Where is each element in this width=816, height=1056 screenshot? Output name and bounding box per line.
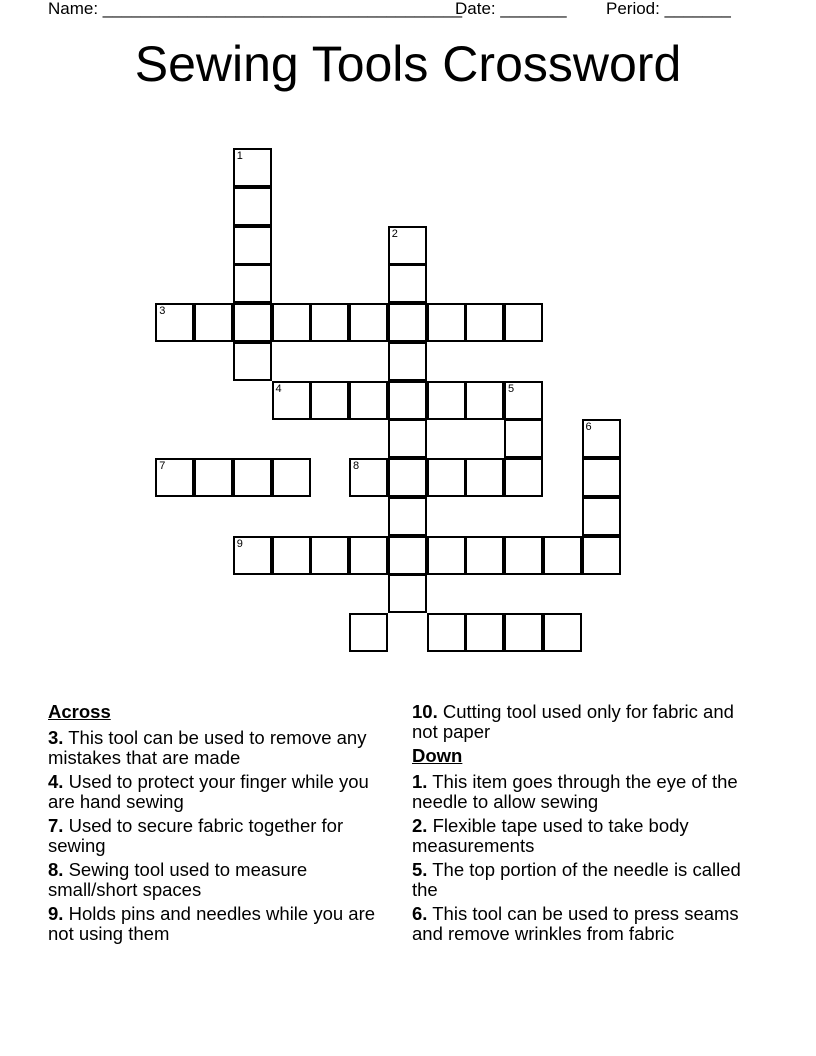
- clue-number: 2: [391, 227, 398, 240]
- clue-number: 9: [236, 537, 243, 550]
- page-title: Sewing Tools Crossword: [134, 36, 682, 92]
- down-clue: 5. The top portion of the needle is called the: [412, 859, 741, 900]
- grid-cell[interactable]: [155, 458, 194, 497]
- clues-left-column: [48, 702, 388, 948]
- grid-cell[interactable]: [388, 458, 427, 497]
- grid-cell[interactable]: [388, 226, 427, 265]
- grid-cell[interactable]: [155, 303, 194, 342]
- grid-cell[interactable]: [465, 536, 504, 575]
- grid-cell[interactable]: [272, 458, 311, 497]
- grid-cell[interactable]: [427, 613, 466, 652]
- grid-cell[interactable]: [388, 419, 427, 458]
- down-clue: 1. This item goes through the eye of the needle to allow sewing: [412, 771, 738, 812]
- grid-cell[interactable]: [388, 264, 427, 303]
- grid-cell[interactable]: [504, 303, 543, 342]
- grid-cell[interactable]: [504, 381, 543, 420]
- grid-cell[interactable]: [233, 342, 272, 381]
- grid-cell[interactable]: [349, 613, 388, 652]
- grid-cell[interactable]: [388, 342, 427, 381]
- grid-cell[interactable]: [388, 303, 427, 342]
- grid-cell[interactable]: [233, 148, 272, 187]
- grid-cell[interactable]: [582, 458, 621, 497]
- clue-number: 8: [353, 460, 360, 472]
- grid-cell[interactable]: [194, 458, 233, 497]
- across-clue: 10. Cutting tool used only for fabric and not paper: [412, 701, 734, 742]
- across-clue: 8. Sewing tool used to measure small/short spaces: [48, 859, 308, 900]
- across-clue: 4. Used to protect your finger while you are hand sewing: [48, 771, 369, 812]
- grid-cell[interactable]: [504, 458, 543, 497]
- grid-cell[interactable]: [349, 381, 388, 420]
- grid-cell[interactable]: [233, 536, 272, 575]
- grid-cell[interactable]: [233, 264, 272, 303]
- grid-cell[interactable]: [582, 419, 621, 458]
- grid-cell[interactable]: [582, 497, 621, 536]
- grid-cell[interactable]: [233, 226, 272, 265]
- across-clue: 7. Used to secure fabric together for sewing: [48, 815, 344, 856]
- grid-cell[interactable]: [349, 303, 388, 342]
- grid-cell[interactable]: [388, 381, 427, 420]
- grid-cell[interactable]: [465, 381, 504, 420]
- down-heading: Down: [412, 745, 463, 766]
- grid-cell[interactable]: [543, 536, 582, 575]
- clues-right-column: [412, 702, 762, 948]
- grid-cell[interactable]: [427, 381, 466, 420]
- across-heading: Across: [48, 701, 111, 722]
- grid-cell[interactable]: [427, 303, 466, 342]
- grid-cell[interactable]: [349, 536, 388, 575]
- grid-cell[interactable]: [233, 187, 272, 226]
- grid-cell[interactable]: [465, 303, 504, 342]
- grid-cell[interactable]: [504, 419, 543, 458]
- name-label[interactable]: Name: ______________________________________: [48, 0, 463, 18]
- down-clue: 2. Flexible tape used to take body measurements: [412, 815, 689, 856]
- grid-cell[interactable]: [233, 303, 272, 342]
- grid-cell[interactable]: [388, 497, 427, 536]
- grid-cell[interactable]: [272, 381, 311, 420]
- grid-cell[interactable]: [582, 536, 621, 575]
- grid-cell[interactable]: [310, 536, 349, 575]
- clue-number: 3: [159, 305, 166, 317]
- grid-cell[interactable]: [272, 303, 311, 342]
- grid-cell[interactable]: [427, 458, 466, 497]
- clue-number: 6: [585, 421, 592, 434]
- clue-number: 1: [236, 150, 243, 162]
- across-clue: 3. This tool can be used to remove any mistakes that are made: [48, 727, 367, 768]
- grid-cell[interactable]: [504, 613, 543, 652]
- grid-cell[interactable]: [504, 536, 543, 575]
- grid-cell[interactable]: [310, 381, 349, 420]
- clue-number: 7: [159, 460, 166, 472]
- down-clue: 6. This tool can be used to press seams and remove wrinkles from fabric: [412, 903, 739, 944]
- grid-cell[interactable]: [427, 536, 466, 575]
- grid-cell[interactable]: [310, 303, 349, 342]
- grid-cell[interactable]: [543, 613, 582, 652]
- period-label[interactable]: Period: _______: [606, 0, 731, 18]
- grid-cell[interactable]: [465, 458, 504, 497]
- grid-cell[interactable]: [388, 574, 427, 613]
- clue-number: 5: [508, 382, 515, 395]
- clue-number: 4: [275, 382, 282, 395]
- grid-cell[interactable]: [388, 536, 427, 575]
- across-clue: 9. Holds pins and needles while you are not using them: [48, 903, 376, 944]
- grid-cell[interactable]: [194, 303, 233, 342]
- grid-cell[interactable]: [465, 613, 504, 652]
- grid-cell[interactable]: [233, 458, 272, 497]
- grid-cell[interactable]: [349, 458, 388, 497]
- date-label[interactable]: Date: _______: [455, 0, 567, 18]
- grid-cell[interactable]: [272, 536, 311, 575]
